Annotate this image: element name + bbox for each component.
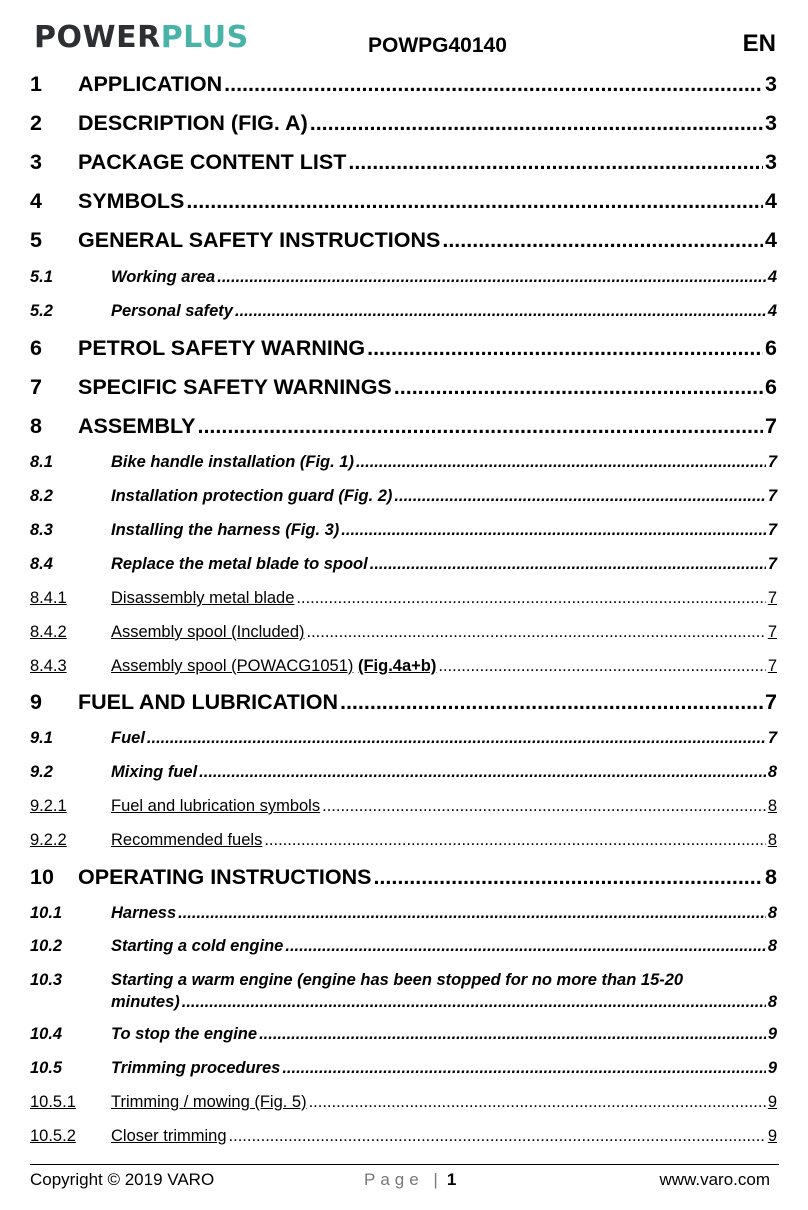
toc-leader (224, 72, 763, 97)
toc-number: 10.2 (30, 937, 63, 955)
model-number: POWPG40140 (368, 34, 507, 57)
toc-leader (394, 487, 765, 506)
toc-page: 7 (767, 555, 777, 573)
toc-leader (310, 111, 763, 136)
toc-title: Harness (111, 904, 177, 922)
toc-title: GENERAL SAFETY INSTRUCTIONS (78, 228, 441, 252)
toc-page: 9 (767, 1025, 777, 1043)
toc-page: 6 (765, 375, 777, 399)
toc-entry-9-1[interactable] (30, 729, 777, 748)
toc-leader (178, 904, 766, 923)
toc-leader (282, 1059, 765, 1078)
toc-page: 8 (767, 797, 777, 815)
footer-website[interactable]: www.varo.com (659, 1170, 770, 1189)
toc-entry-8-2[interactable] (30, 487, 777, 506)
toc-title: SPECIFIC SAFETY WARNINGS (78, 375, 392, 399)
toc-page: 7 (765, 414, 777, 438)
toc-title: Starting a warm engine (engine has been stopped for no more than 15-20 (111, 971, 684, 989)
toc-leader (229, 1127, 766, 1146)
toc-leader (285, 937, 765, 956)
toc-title-continued: minutes) (111, 993, 180, 1011)
toc-number: 5.1 (30, 268, 53, 286)
toc-leader (235, 302, 766, 321)
toc-entry-8[interactable] (30, 414, 777, 439)
toc-entry-8-3[interactable] (30, 521, 777, 540)
toc-title: Bike handle installation (Fig. 1) (111, 453, 354, 471)
toc-title: Fuel and lubrication symbols (111, 797, 321, 815)
footer-divider (30, 1164, 779, 1165)
toc-number: 7 (30, 375, 42, 399)
toc-page: 8 (767, 993, 777, 1011)
toc-title: Trimming / mowing (Fig. 5) (111, 1093, 307, 1111)
toc-number: 5.2 (30, 302, 53, 320)
toc-entry-10-4[interactable] (30, 1025, 777, 1044)
toc-number: 4 (30, 189, 42, 213)
toc-entry-2[interactable] (30, 111, 777, 136)
toc-title: Assembly spool (Included) (111, 623, 305, 641)
toc-page: 3 (765, 72, 777, 96)
toc-title: Assembly spool (POWACG1051) (Fig.4a+b) (111, 657, 437, 675)
toc-leader (259, 1025, 766, 1044)
toc-title: Trimming procedures (111, 1059, 281, 1077)
toc-title: Disassembly metal blade (111, 589, 295, 607)
toc-entry-5-2[interactable] (30, 302, 777, 321)
toc-leader (296, 589, 765, 608)
toc-number: 8.4.3 (30, 657, 67, 675)
toc-leader (217, 268, 766, 287)
toc-number: 9.2 (30, 763, 53, 781)
toc-number: 8 (30, 414, 42, 438)
toc-entry-1[interactable] (30, 72, 777, 97)
toc-leader (341, 521, 766, 540)
toc-leader (322, 797, 766, 816)
page-label: Page | (364, 1170, 443, 1189)
toc-number: 10.5.2 (30, 1127, 76, 1145)
logo-plus: PLUS (160, 20, 249, 55)
toc-leader (367, 336, 763, 361)
toc-leader (340, 690, 763, 715)
toc-leader (199, 763, 766, 782)
toc-number: 10.1 (30, 904, 63, 922)
toc-page: 3 (765, 111, 777, 135)
language-code: EN (742, 30, 776, 57)
toc-title: OPERATING INSTRUCTIONS (78, 865, 372, 889)
toc-leader (348, 150, 763, 175)
toc-title: SYMBOLS (78, 189, 185, 213)
toc-page: 7 (767, 589, 777, 607)
toc-entry-9[interactable] (30, 690, 777, 715)
toc-title: FUEL AND LUBRICATION (78, 690, 338, 714)
toc-entry-9-2[interactable] (30, 763, 777, 782)
toc-title: Personal safety (111, 302, 233, 320)
toc-entry-10-1[interactable] (30, 904, 777, 923)
toc-entry-7[interactable] (30, 375, 777, 400)
toc-title: Installing the harness (Fig. 3) (111, 521, 340, 539)
logo-power: POWER (34, 20, 161, 55)
toc-page: 9 (767, 1093, 777, 1111)
toc-page: 4 (765, 228, 777, 252)
toc-page: 3 (765, 150, 777, 174)
toc-number: 1 (30, 72, 42, 96)
toc-entry-10-5[interactable] (30, 1059, 777, 1078)
page-num: 1 (446, 1170, 457, 1189)
toc-title: Replace the metal blade to spool (111, 555, 368, 573)
toc-number: 10.5 (30, 1059, 63, 1077)
toc-page: 4 (767, 302, 777, 320)
toc-number: 8.1 (30, 453, 53, 471)
toc-page: 6 (765, 336, 777, 360)
toc-page: 9 (767, 1059, 777, 1077)
toc-leader (442, 228, 763, 253)
toc-entry-5[interactable] (30, 228, 777, 253)
toc-entry-3[interactable] (30, 150, 777, 175)
toc-leader (438, 657, 765, 676)
toc-number: 6 (30, 336, 42, 360)
toc-number: 8.4 (30, 555, 53, 573)
toc-page: 7 (767, 487, 777, 505)
toc-number: 9.1 (30, 729, 53, 747)
footer-copyright: Copyright © 2019 VARO (30, 1170, 215, 1189)
footer-page-number (364, 1170, 456, 1190)
toc-title: APPLICATION (78, 72, 223, 96)
toc-leader (182, 993, 766, 1012)
toc-page: 8 (767, 937, 777, 955)
toc-leader (197, 414, 763, 439)
toc-number: 10 (30, 865, 54, 889)
toc-entry-8-4[interactable] (30, 555, 777, 574)
toc-leader (356, 453, 766, 472)
toc-title: To stop the engine (111, 1025, 258, 1043)
toc-leader (264, 831, 765, 850)
toc-page: 8 (765, 865, 777, 889)
toc-entry-10-5-2[interactable] (30, 1127, 777, 1146)
toc-entry-5-1[interactable] (30, 268, 777, 287)
toc-title: Fuel (111, 729, 145, 747)
toc-entry-9-2-1[interactable] (30, 797, 777, 816)
toc-page: 4 (767, 268, 777, 286)
toc-number: 9.2.1 (30, 797, 67, 815)
toc-page: 7 (767, 521, 777, 539)
toc-title: Mixing fuel (111, 763, 198, 781)
toc-page: 7 (767, 729, 777, 747)
toc-leader (394, 375, 763, 400)
toc-number: 3 (30, 150, 42, 174)
toc-title: ASSEMBLY (78, 414, 196, 438)
toc-number: 2 (30, 111, 42, 135)
toc-page: 7 (765, 690, 777, 714)
toc-entry-6[interactable] (30, 336, 777, 361)
toc-number: 8.2 (30, 487, 53, 505)
toc-title: DESCRIPTION (FIG. A) (78, 111, 308, 135)
toc-number: 5 (30, 228, 42, 252)
toc-entry-8-4-1[interactable] (30, 589, 777, 608)
toc-number: 10.4 (30, 1025, 63, 1043)
toc-number: 9.2.2 (30, 831, 67, 849)
toc-page: 8 (767, 904, 777, 922)
toc-entry-8-4-3[interactable] (30, 657, 777, 676)
toc-title: Recommended fuels (111, 831, 263, 849)
toc-page: 9 (767, 1127, 777, 1145)
toc-leader (370, 555, 766, 574)
toc-page: 7 (767, 453, 777, 471)
toc-leader (147, 729, 766, 748)
toc-number: 9 (30, 690, 42, 714)
toc-title: Installation protection guard (Fig. 2) (111, 487, 393, 505)
toc-page: 7 (767, 657, 777, 675)
toc-entry-4[interactable] (30, 189, 777, 214)
toc-number: 10.5.1 (30, 1093, 76, 1111)
toc-entry-10-2[interactable] (30, 937, 777, 956)
toc-number: 8.4.2 (30, 623, 67, 641)
toc-page: 7 (767, 623, 777, 641)
toc-page: 8 (767, 763, 777, 781)
toc-entry-10-5-1[interactable] (30, 1093, 777, 1112)
toc-entry-10[interactable] (30, 865, 777, 890)
toc-entry-8-1[interactable] (30, 453, 777, 472)
toc-number: 8.4.1 (30, 589, 67, 607)
toc-number: 10.3 (30, 971, 63, 989)
toc-title: PACKAGE CONTENT LIST (78, 150, 347, 174)
toc-title: Closer trimming (111, 1127, 227, 1145)
toc-leader (186, 189, 763, 214)
toc-leader (307, 623, 766, 642)
toc-page: 4 (765, 189, 777, 213)
toc-leader (373, 865, 763, 890)
toc-number: 8.3 (30, 521, 53, 539)
toc-leader (309, 1093, 766, 1112)
toc-entry-10-3[interactable] (30, 971, 777, 1012)
toc-page: 8 (767, 831, 777, 849)
toc-entry-8-4-2[interactable] (30, 623, 777, 642)
toc-title: Starting a cold engine (111, 937, 284, 955)
toc-title: PETROL SAFETY WARNING (78, 336, 366, 360)
toc-title: Working area (111, 268, 216, 286)
toc-entry-9-2-2[interactable] (30, 831, 777, 850)
